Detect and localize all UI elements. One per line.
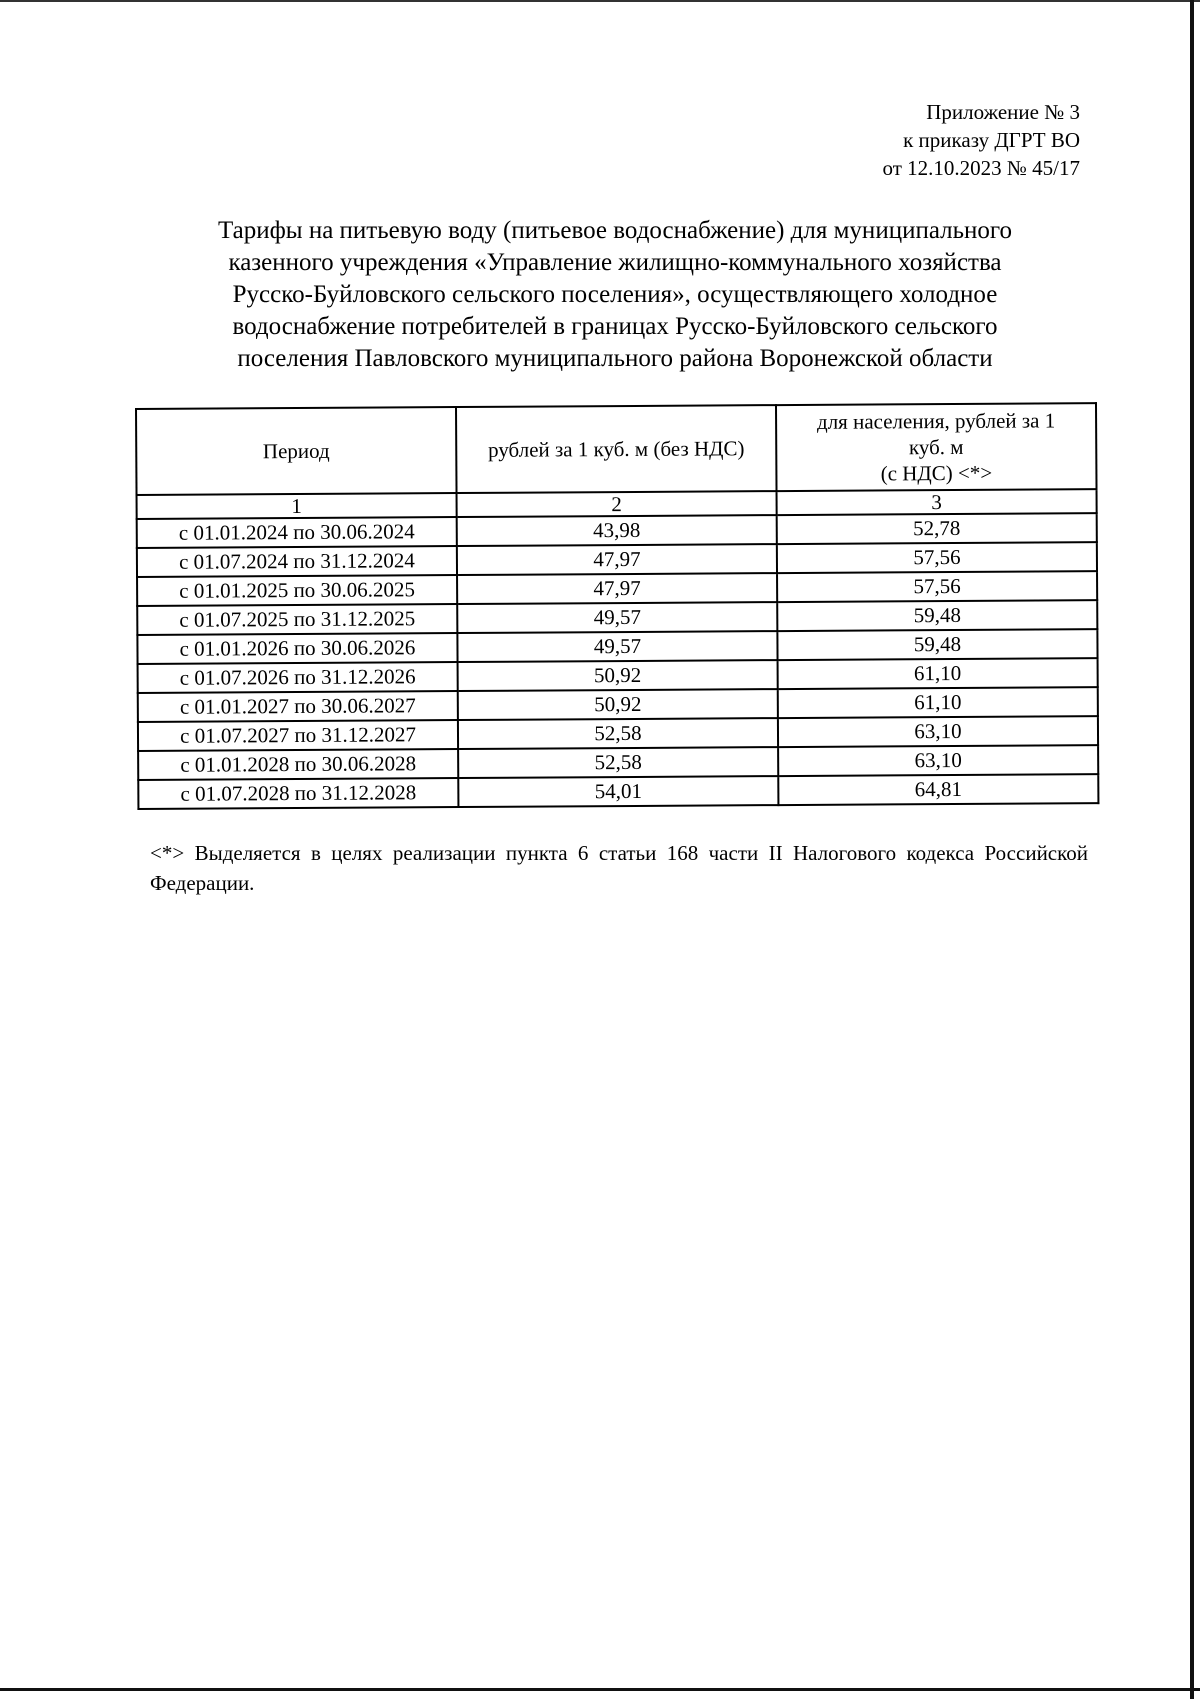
cell-price-vat: 64,81 <box>778 774 1098 805</box>
cell-period: с 01.07.2026 по 31.12.2026 <box>138 662 458 693</box>
header-price-vat <box>776 403 1097 491</box>
cell-price-no-vat: 43,98 <box>457 515 777 546</box>
cell-price-no-vat: 47,97 <box>457 573 777 604</box>
cell-period: с 01.07.2028 по 31.12.2028 <box>138 778 458 809</box>
cell-price-vat: 52,78 <box>777 513 1097 544</box>
cell-period: с 01.07.2025 по 31.12.2025 <box>137 604 457 635</box>
cell-price-vat: 61,10 <box>778 658 1098 689</box>
scan-edge-right <box>1190 0 1194 1699</box>
title-line: водоснабжение потребителей в границах Русско-Буйловского сельского <box>232 313 998 340</box>
header-price-no-vat: рублей за 1 куб. м (без НДС) <box>456 405 777 493</box>
cell-price-no-vat: 52,58 <box>458 747 778 778</box>
tariff-table <box>135 402 1099 810</box>
cell-price-no-vat: 47,97 <box>457 544 777 575</box>
cell-price-vat: 61,10 <box>778 687 1098 718</box>
cell-price-vat: 59,48 <box>777 629 1097 660</box>
cell-price-no-vat: 50,92 <box>458 689 778 720</box>
header-period: Период <box>136 407 457 495</box>
cell-period: с 01.07.2027 по 31.12.2027 <box>138 720 458 751</box>
column-number: 3 <box>777 489 1097 515</box>
table-header-row <box>136 403 1097 495</box>
title-line: поселения Павловского муниципального района Воронежской области <box>237 345 993 372</box>
appendix-reference <box>882 98 1080 182</box>
cell-price-no-vat: 49,57 <box>457 631 777 662</box>
column-number: 1 <box>137 493 457 519</box>
cell-period: с 01.01.2028 по 30.06.2028 <box>138 749 458 780</box>
cell-price-no-vat: 50,92 <box>458 660 778 691</box>
scan-edge-bottom <box>0 1688 1200 1691</box>
title-line: Тарифы на питьевую воду (питьевое водоснабжение) для муниципального <box>217 217 1013 244</box>
column-number: 2 <box>457 491 777 517</box>
title-line: казенного учреждения «Управление жилищно-коммунального хозяйства <box>228 249 1002 276</box>
table-row <box>138 774 1098 809</box>
appendix-date: от 12.10.2023 № 45/17 <box>882 156 1080 180</box>
appendix-order: к приказу ДГРТ ВО <box>903 128 1080 152</box>
cell-price-vat: 59,48 <box>777 600 1097 631</box>
header-price-vat-line: (с НДС) <*> <box>880 460 993 486</box>
cell-price-no-vat: 49,57 <box>457 602 777 633</box>
cell-price-no-vat: 54,01 <box>458 776 778 807</box>
cell-period: с 01.07.2024 по 31.12.2024 <box>137 546 457 577</box>
cell-price-vat: 57,56 <box>777 571 1097 602</box>
document-title <box>150 215 1080 375</box>
cell-price-vat: 57,56 <box>777 542 1097 573</box>
title-line: Русско-Буйловского сельского поселения», осуществляющего холодное <box>232 281 998 308</box>
cell-price-vat: 63,10 <box>778 745 1098 776</box>
cell-price-vat: 63,10 <box>778 716 1098 747</box>
cell-period: с 01.01.2025 по 30.06.2025 <box>137 575 457 606</box>
cell-price-no-vat: 52,58 <box>458 718 778 749</box>
header-price-vat-line: куб. м <box>908 434 964 460</box>
vat-footnote: <*> Выделяется в целях реализации пункта 6 статьи 168 части II Налогового кодекса Российской Федерации. <box>150 841 1088 895</box>
cell-period: с 01.01.2024 по 30.06.2024 <box>137 517 457 548</box>
header-price-vat-line: для населения, рублей за 1 <box>816 408 1056 434</box>
cell-period: с 01.01.2027 по 30.06.2027 <box>138 691 458 722</box>
cell-period: с 01.01.2026 по 30.06.2026 <box>137 633 457 664</box>
appendix-number: Приложение № 3 <box>926 100 1080 124</box>
scan-edge-top <box>0 0 1200 2</box>
